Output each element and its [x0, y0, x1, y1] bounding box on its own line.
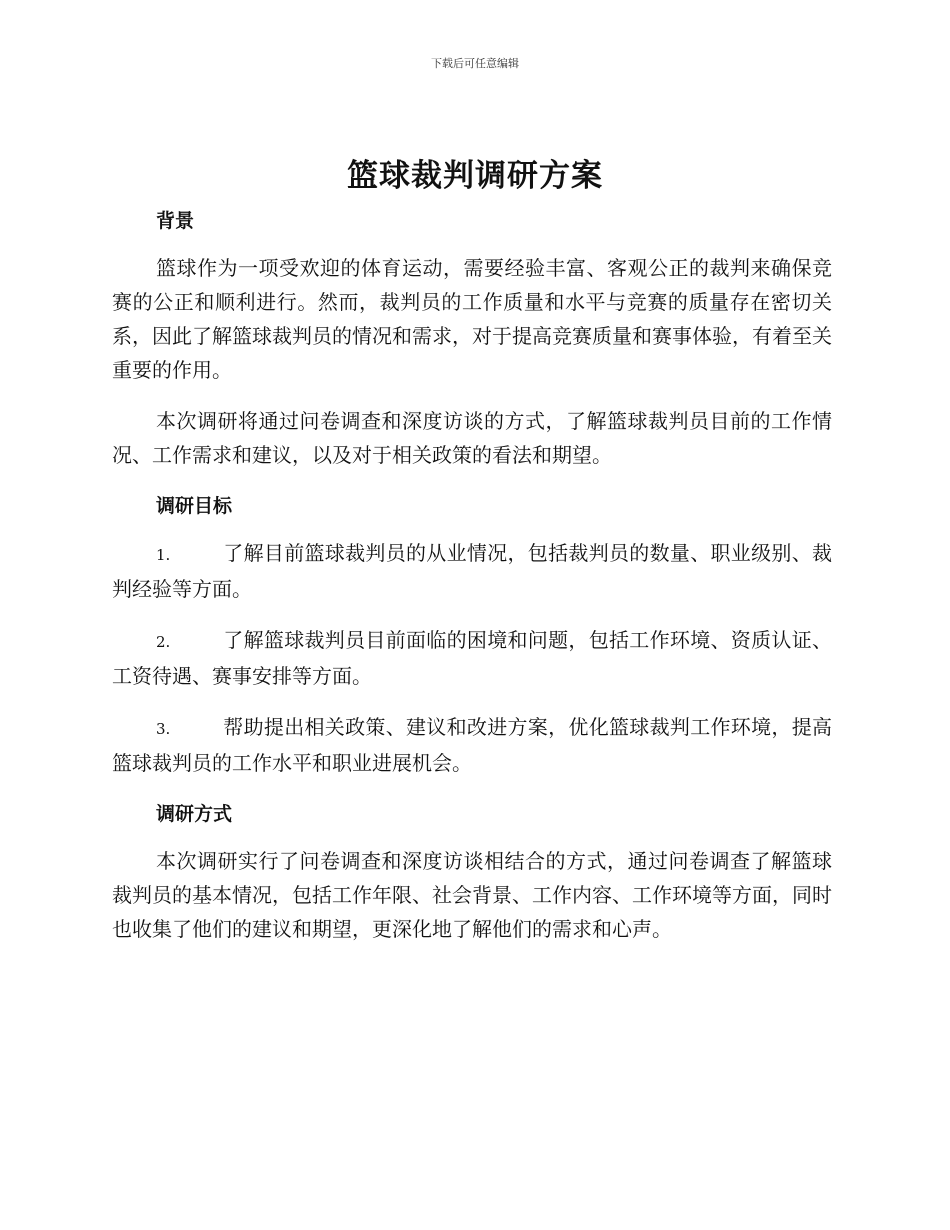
- paragraph-background-2: 本次调研将通过问卷调查和深度访谈的方式，了解篮球裁判员目前的工作情况、工作需求和建议，以及对于相关政策的看法和期望。: [112, 409, 832, 467]
- header-note: 下载后可任意编辑: [431, 57, 519, 70]
- list-item: [112, 710, 832, 780]
- list-item-number: 2.: [156, 633, 171, 651]
- list-item: [112, 536, 832, 606]
- list-item-text: 了解目前篮球裁判员的从业情况，包括裁判员的数量、职业级别、裁判经验等方面。: [112, 541, 832, 601]
- section-heading-background: 背景: [156, 210, 195, 232]
- page-title: 篮球裁判调研方案: [347, 158, 603, 194]
- list-item-text: 帮助提出相关政策、建议和改进方案，优化篮球裁判工作环境，提高篮球裁判员的工作水平和职业进展机会。: [112, 715, 832, 775]
- section-heading-goals: 调研目标: [156, 495, 233, 517]
- list-item-number: 1.: [156, 546, 171, 564]
- list-item-text: 了解篮球裁判员目前面临的困境和问题，包括工作环境、资质认证、工资待遇、赛事安排等方面。: [112, 628, 832, 688]
- section-heading-methods: 调研方式: [156, 803, 233, 825]
- paragraph-background-1: 篮球作为一项受欢迎的体育运动，需要经验丰富、客观公正的裁判来确保竞赛的公正和顺利进行。然而，裁判员的工作质量和水平与竞赛的质量存在密切关系，因此了解篮球裁判员的情况和需求，对于提高竞赛质量和赛事体验，有着至关重要的作用。: [112, 256, 832, 382]
- document-body: [112, 205, 832, 946]
- paragraph-methods-1: 本次调研实行了问卷调查和深度访谈相结合的方式，通过问卷调查了解篮球裁判员的基本情况，包括工作年限、社会背景、工作内容、工作环境等方面，同时也收集了他们的建议和期望，更深化地了解他们的需求和心声。: [112, 849, 832, 941]
- list-item: [112, 623, 832, 693]
- list-item-number: 3.: [156, 720, 171, 738]
